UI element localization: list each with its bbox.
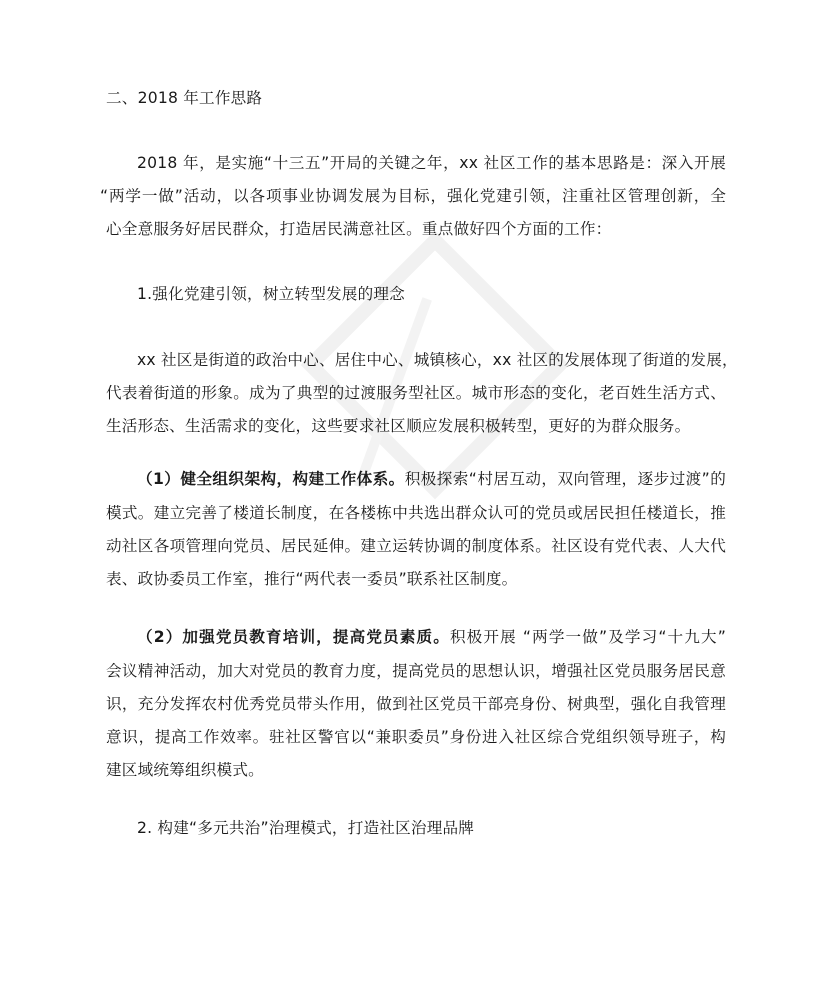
item-2-first-line: 积极开展 “两学一做”及学习“十九大”: [449, 628, 726, 646]
paragraph-line: 生活形态、生活需求的变化，这些要求社区顺应发展积极转型，更好的为群众服务。: [106, 417, 691, 435]
item-1-first-line: 积极探索“村居互动，双向管理，逐步过渡”的: [404, 470, 726, 488]
paragraph-line: 模式。建立完善了楼道长制度，在各楼栋中共选出群众认可的党员或居民担任楼道长，推: [106, 504, 726, 522]
paragraph-line: 代表着街道的形象。成为了典型的过渡服务型社区。城市形态的变化，老百姓生活方式、: [106, 384, 726, 402]
paragraph-line: xx 社区是街道的政治中心、居住中心、城镇核心，xx 社区的发展体现了街道的发展，: [137, 351, 738, 369]
paragraph-line: 2018 年，是实施“十三五”开局的关键之年，xx 社区工作的基本思路是：深入开展: [137, 154, 726, 172]
paragraph-line: 意识，提高工作效率。驻社区警官以“兼职委员”身份进入社区综合党组织领导班子，构: [106, 728, 726, 746]
paragraph-line: “两学一做”活动，以各项事业协调发展为目标，强化党建引领，注重社区管理创新，全: [100, 187, 726, 205]
paragraph-line: 识，充分发挥农村优秀党员带头作用，做到社区党员干部亮身份、树典型，强化自我管理: [106, 695, 726, 713]
paragraph-line: 会议精神活动，加大对党员的教育力度，提高党员的思想认识，增强社区党员服务居民意: [106, 662, 726, 680]
item-1-bold-lead: （1）健全组织架构，构建工作体系。: [137, 470, 405, 488]
item-2-bold-lead: （2）加强党员教育培训，提高党员素质。: [137, 628, 450, 646]
paragraph-line: [137, 627, 726, 647]
paragraph-line: 表、政协委员工作室，推行“两代表一委员”联系社区制度。: [106, 570, 518, 588]
paragraph-line: 心全意服务好居民群众，打造居民满意社区。重点做好四个方面的工作：: [106, 220, 612, 238]
paragraph-line: 动社区各项管理向党员、居民延伸。建立运转协调的制度体系。社区设有党代表、人大代: [106, 537, 726, 555]
section-heading: 二、2018 年工作思路: [106, 89, 263, 107]
paragraph-line: [137, 469, 726, 489]
paragraph-line: 建区域统筹组织模式。: [106, 761, 264, 779]
subsection-2-heading: 2. 构建“多元共治”治理模式，打造社区治理品牌: [137, 819, 475, 837]
subsection-1-heading: 1.强化党建引领，树立转型发展的理念: [137, 285, 405, 303]
